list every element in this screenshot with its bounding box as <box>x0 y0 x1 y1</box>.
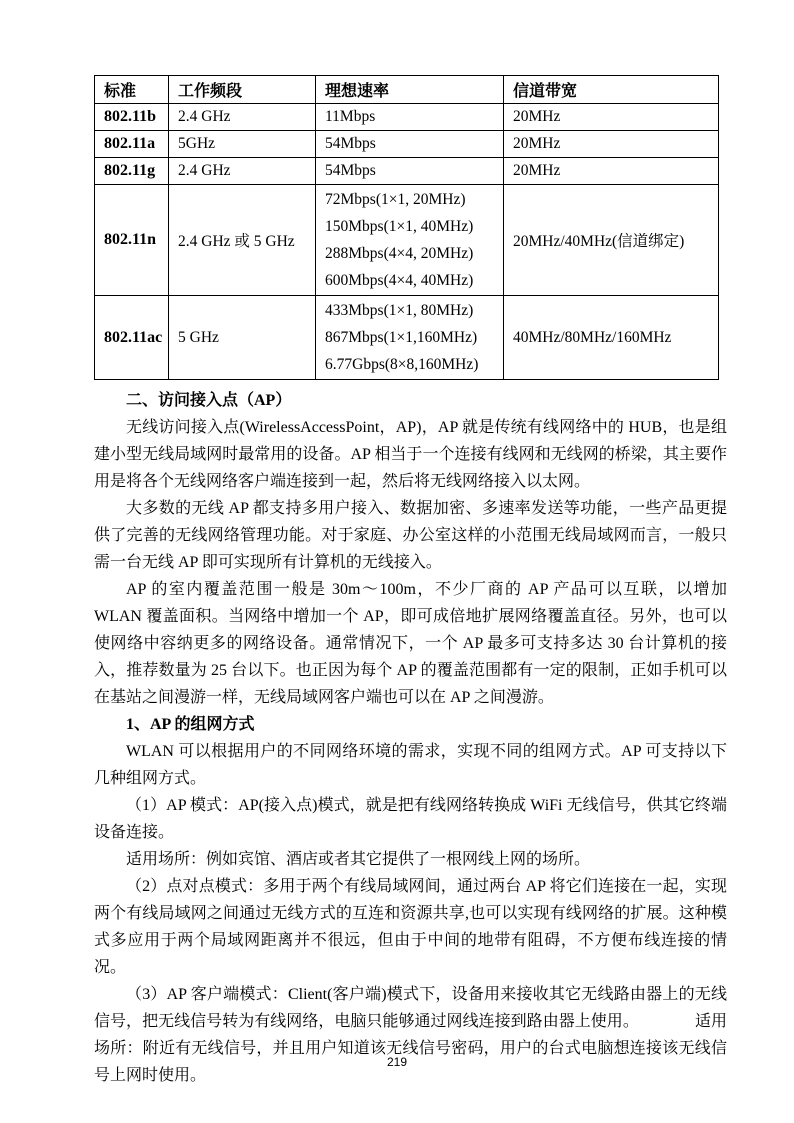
band-cell: 5GHz <box>169 131 316 158</box>
speed-line: 867Mbps(1×1,160MHz) <box>325 329 478 346</box>
paragraph: （1）AP 模式：AP(接入点)模式，就是把有线网络转换成 WiFi 无线信号，供其它终端设备连接。 <box>94 797 727 841</box>
column-header-standard: 标准 <box>95 76 169 104</box>
speed-line: 72Mbps(1×1, 20MHz) <box>325 191 466 208</box>
table-row-802-11b <box>95 104 719 131</box>
table-header-row <box>95 76 719 104</box>
band-cell: 2.4 GHz <box>169 158 316 185</box>
column-header-bandwidth: 信道带宽 <box>504 76 719 104</box>
table-row-802-11g <box>95 158 719 185</box>
table-row-802-11ac <box>95 296 719 380</box>
page-content <box>94 75 727 1089</box>
standard-cell: 802.11ac <box>95 296 169 380</box>
speed-line: 600Mbps(4×4, 40MHz) <box>325 272 474 289</box>
column-header-speed: 理想速率 <box>316 76 504 104</box>
paragraph: 适用场所：例如宾馆、酒店或者其它提供了一根网线上网的场所。 <box>126 851 591 868</box>
paragraph: WLAN 可以根据用户的不同网络环境的需求，实现不同的组网方式。AP 可支持以下几种组网方式。 <box>94 743 727 787</box>
band-cell: 2.4 GHz <box>169 104 316 131</box>
section-heading-ap: 二、访问接入点（AP） <box>126 392 292 409</box>
speed-cell: 54Mbps <box>316 158 504 185</box>
bandwidth-cell: 20MHz/40MHz(信道绑定) <box>504 185 719 296</box>
band-cell: 2.4 GHz 或 5 GHz <box>169 185 316 296</box>
bandwidth-cell: 20MHz <box>504 131 719 158</box>
paragraph: （3）AP 客户端模式：Client(客户端)模式下，设备用来接收其它无线路由器上的无线信号，把无线信号转为有线网络，电脑只能够通过网线连接到路由器上使用。 适用场所：附近有无线信号，并且用户知道该无线信号密码，用户的台式电脑想连接该无线信号上网时使用。 <box>94 986 727 1084</box>
speed-cell: 11Mbps <box>316 104 504 131</box>
standard-cell: 802.11b <box>95 104 169 131</box>
speed-line: 433Mbps(1×1, 80MHz) <box>325 302 474 319</box>
paragraph: 无线访问接入点(WirelessAccessPoint，AP)，AP 就是传统有线网络中的 HUB，也是组建小型无线局域网时最常用的设备。AP 相当于一个连接有线网和无线网的桥梁，其主要作用是将各个无线网络客户端连接到一起，然后将无线网络接入以太网。 <box>94 419 727 490</box>
speed-cell: 54Mbps <box>316 131 504 158</box>
paragraph: 大多数的无线 AP 都支持多用户接入、数据加密、多速率发送等功能，一些产品更提供了完善的无线网络管理功能。对于家庭、办公室这样的小范围无线局域网而言，一般只需一台无线 AP 即可实现所有计算机的无线接入。 <box>94 500 727 571</box>
bandwidth-cell: 20MHz <box>504 158 719 185</box>
standard-cell: 802.11a <box>95 131 169 158</box>
speed-line: 288Mbps(4×4, 20MHz) <box>325 245 474 262</box>
wifi-standards-table <box>94 75 719 380</box>
paragraph: （2）点对点模式：多用于两个有线局域网间，通过两台 AP 将它们连接在一起，实现两个有线局域网之间通过无线方式的互连和资源共享,也可以实现有线网络的扩展。这种模式多应用于两个局域网距离并不很远，但由于中间的地带有阻碍，不方便布线连接的情况。 <box>94 878 727 976</box>
speed-cell <box>316 296 504 380</box>
speed-line: 150Mbps(1×1, 40MHz) <box>325 218 474 235</box>
band-cell: 5 GHz <box>169 296 316 380</box>
table-row-802-11a <box>95 131 719 158</box>
speed-cell <box>316 185 504 296</box>
page-number: 219 <box>386 1055 408 1069</box>
standard-cell: 802.11n <box>95 185 169 296</box>
standard-cell: 802.11g <box>95 158 169 185</box>
column-header-band: 工作频段 <box>169 76 316 104</box>
bandwidth-cell: 40MHz/80MHz/160MHz <box>504 296 719 380</box>
document-body <box>94 387 727 1089</box>
subsection-heading-networking-modes: 1、AP 的组网方式 <box>126 716 255 733</box>
speed-line: 6.77Gbps(8×8,160MHz) <box>325 356 479 373</box>
paragraph: AP 的室内覆盖范围一般是 30m～100m，不少厂商的 AP 产品可以互联，以增加 WLAN 覆盖面积。当网络中增加一个 AP，即可成倍地扩展网络覆盖直径。另外，也可以使网络中容纳更多的网络设备。通常情况下，一个 AP 最多可支持多达 30 台计算机的接入，推荐数量为 25 台以下。也正因为每个 AP 的覆盖范围都有一定的限制，正如手机可以在基站之间漫游一样，无线局域网客户端也可以在 AP 之间漫游。 <box>94 581 727 706</box>
bandwidth-cell: 20MHz <box>504 104 719 131</box>
table-row-802-11n <box>95 185 719 296</box>
